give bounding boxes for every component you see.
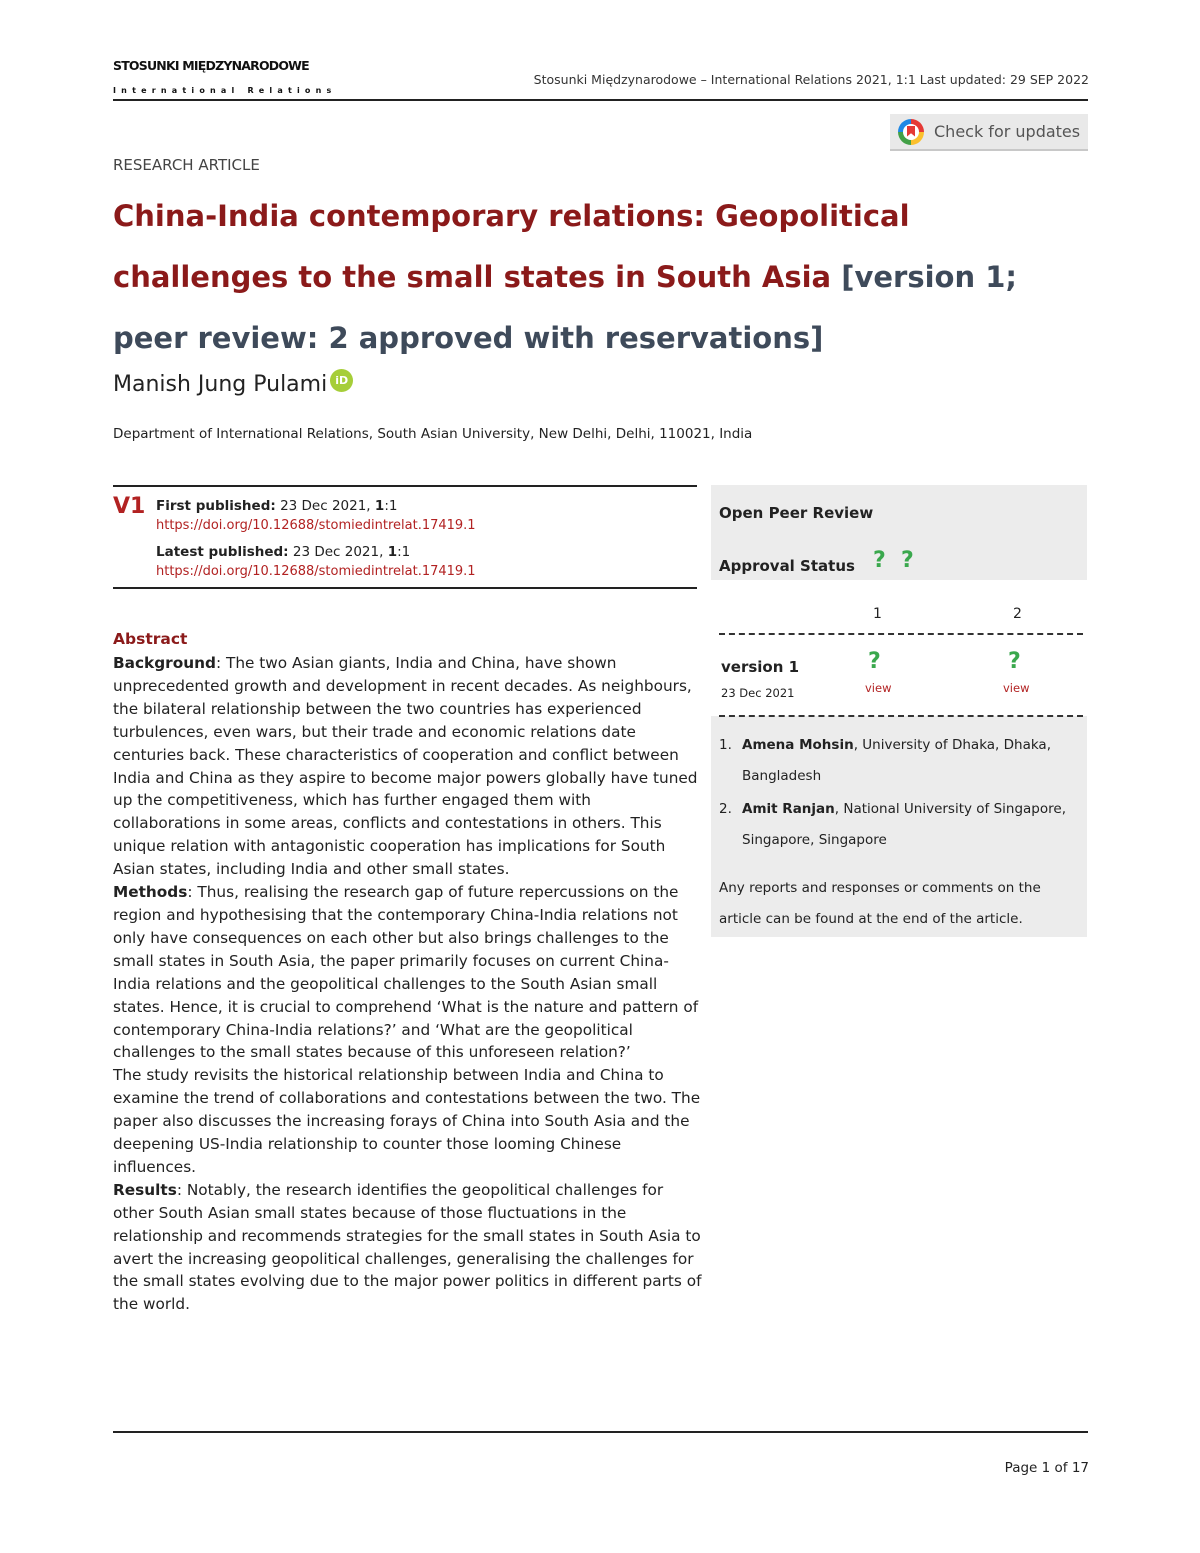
version-date: 23 Dec 2021	[721, 686, 795, 700]
check-for-updates-button[interactable]	[890, 114, 1088, 151]
title-main: China-India contemporary relations: Geopolitical challenges to the small states in South Asia	[113, 199, 910, 294]
version-label: version 1	[721, 658, 800, 676]
first-published-issue: :1	[384, 498, 398, 514]
reviewer-text	[742, 730, 1079, 792]
abstract-heading: Abstract	[113, 630, 188, 648]
reviewer-column-2: 2	[1013, 606, 1022, 622]
results-label: Results	[113, 1180, 177, 1199]
methods-text: : Thus, realising the research gap of future repercussions on the region and hypothesising that the contemporary China-India relations not only have consequences on each other but also brings challenges to the small states in South Asia, the paper primarily focuses on current China-India relations and the geopolitical challenges to the South Asian small states. Hence, it is crucial to comprehend ‘What is the nature and pattern of contemporary China-India relations?’ and ‘What are the geopolitical challenges to the small states because of this unforeseen relation?’	[113, 883, 699, 1062]
reviewer-item	[719, 730, 1079, 792]
reviewer-2-view-link[interactable]: view	[1003, 681, 1030, 695]
first-published-volume: 1	[374, 498, 385, 514]
open-peer-review-title: Open Peer Review	[719, 504, 874, 522]
reviewer-number: 2.	[719, 801, 732, 817]
header-meta: Stosunki Międzynarodowe – International Relations 2021, 1:1 Last updated: 29 SEP 2022	[533, 72, 1089, 87]
first-published	[156, 498, 397, 514]
methods-label: Methods	[113, 883, 188, 902]
author-name[interactable]: Manish Jung Pulami	[113, 372, 328, 397]
latest-published-issue: :1	[397, 544, 411, 560]
approval-status-label: Approval Status	[719, 557, 855, 575]
abstract-body	[113, 652, 703, 1316]
header-divider	[113, 99, 1088, 101]
reviewer-name[interactable]: Amit Ranjan	[742, 801, 835, 817]
abstract-background	[113, 652, 703, 881]
abstract-results	[113, 1179, 703, 1316]
latest-published	[156, 544, 410, 560]
results-text: : Notably, the research identifies the geopolitical challenges for other South Asian small states because of those fluctuations in the relationship and recommends strategies for the small states in South Asia to avert the increasing geopolitical challenges, generalising the challenges for the small states evolving due to the major power politics in different parts of the world.	[113, 1180, 702, 1314]
footer-divider	[113, 1431, 1088, 1433]
publication-top-rule	[113, 485, 697, 487]
reviewer-affiliation: , National University of Singapore, Singapore, Singapore	[742, 801, 1066, 848]
crossmark-icon	[898, 119, 924, 145]
reviewer-item	[719, 794, 1079, 856]
reviewer-2-status-question-icon: ?	[1008, 649, 1021, 674]
article-title	[113, 186, 1073, 369]
check-for-updates-label: Check for updates	[934, 122, 1081, 141]
version-badge: V1	[113, 494, 146, 519]
article-type: RESEARCH ARTICLE	[113, 156, 260, 174]
first-published-doi-link[interactable]: https://doi.org/10.12688/stomiedintrelat.17419.1	[156, 518, 476, 533]
abstract-study: The study revisits the historical relationship between India and China to examine the trend of collaborations and contestations between the two. The paper also discusses the increasing forays of China into South Asia and the deepening US-India relationship to counter those looming Chinese influences.	[113, 1066, 701, 1176]
peer-review-note: Any reports and responses or comments on the article can be found at the end of the article.	[719, 880, 1041, 927]
journal-logo-title: STOSUNKI MIĘDZYNARODOWE	[113, 58, 309, 73]
reviewer-text	[742, 794, 1079, 856]
reviewer-name[interactable]: Amena Mohsin	[742, 737, 854, 753]
approval-status-question-icon-1: ?	[873, 548, 886, 573]
title-version: [version 1; peer review: 2 approved with reservations]	[113, 260, 1017, 355]
latest-published-volume: 1	[387, 544, 398, 560]
first-published-date: 23 Dec 2021,	[280, 498, 371, 514]
journal-logo-subtitle: International Relations	[113, 86, 337, 95]
abstract-methods	[113, 881, 703, 1064]
reviewer-affiliation: , University of Dhaka, Dhaka, Bangladesh	[742, 737, 1051, 784]
reviewer-1-view-link[interactable]: view	[865, 681, 892, 695]
latest-published-doi-link[interactable]: https://doi.org/10.12688/stomiedintrelat.17419.1	[156, 564, 476, 579]
reviewer-list	[719, 730, 1079, 856]
table-divider-bottom	[719, 715, 1083, 717]
background-label: Background	[113, 654, 216, 672]
publication-bottom-rule	[113, 587, 697, 589]
latest-published-label: Latest published:	[156, 544, 289, 560]
latest-published-date: 23 Dec 2021,	[292, 544, 384, 560]
approval-status-question-icon-2: ?	[901, 548, 914, 573]
reviewer-number: 1.	[719, 737, 732, 753]
reviewer-1-status-question-icon: ?	[868, 649, 881, 674]
author-affiliation: Department of International Relations, South Asian University, New Delhi, Delhi, 110021, India	[113, 426, 753, 442]
orcid-icon[interactable]: iD	[330, 369, 353, 392]
author-row	[113, 372, 353, 397]
table-divider-top	[719, 633, 1083, 635]
page-number: Page 1 of 17	[1004, 1460, 1089, 1476]
reviewer-column-1: 1	[873, 606, 882, 622]
background-text: : The two Asian giants, India and China, have shown unprecedented growth and development in recent decades. As neighbours, the bilateral relationship between the two countries has experienced turbulences, even wars, but their trade and economic relations date centuries back. These characteristics of cooperation and conflict between India and China as they aspire to become major powers globally have tuned up the competitiveness, which has further engaged them with collaborations in some areas, conflicts and contestations in others. This unique relation with antagonistic cooperation has implications for South Asian states, including India and other small states.	[113, 654, 698, 879]
first-published-label: First published:	[156, 498, 276, 514]
